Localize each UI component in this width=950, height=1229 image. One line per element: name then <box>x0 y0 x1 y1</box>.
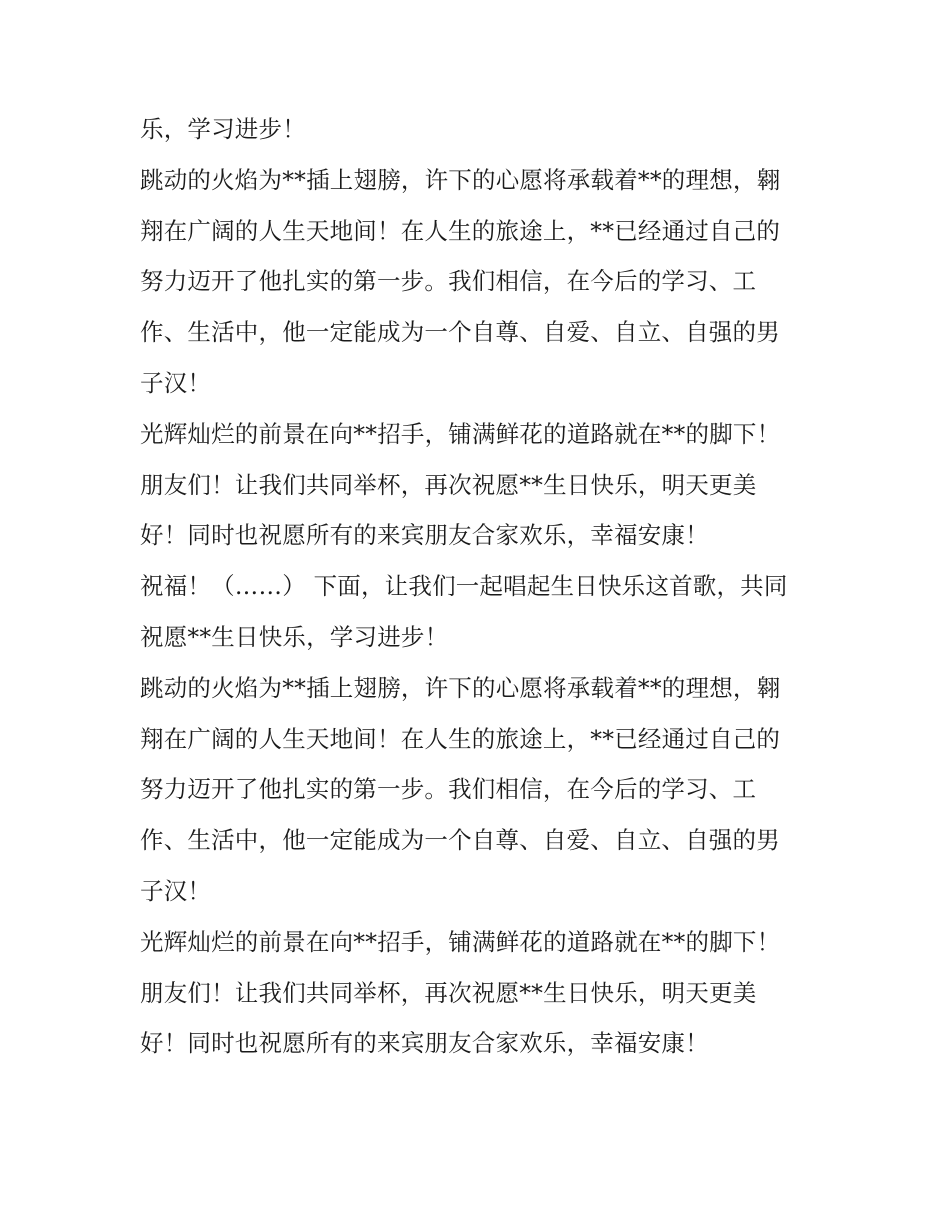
text-line: 子汉！ <box>140 876 212 905</box>
text-line: 好！同时也祝愿所有的来宾朋友合家欢乐，幸福安康！ <box>140 521 709 550</box>
text-line: 朋友们！让我们共同举杯，再次祝愿**生日快乐，明天更美 <box>140 978 757 1007</box>
text-line: 光辉灿烂的前景在向**招手，铺满鲜花的道路就在**的脚下！ <box>140 927 781 956</box>
text-line: 乐，学习进步！ <box>140 115 306 143</box>
text-line: 努力迈开了他扎实的第一步。我们相信，在今后的学习、工 <box>140 267 757 296</box>
text-line: 作、生活中，他一定能成为一个自尊、自爱、自立、自强的男 <box>140 318 780 347</box>
text-line: 朋友们！让我们共同举杯，再次祝愿**生日快乐，明天更美 <box>140 470 757 499</box>
text-line: 子汉！ <box>140 368 212 397</box>
text-line: 努力迈开了他扎实的第一步。我们相信，在今后的学习、工 <box>140 775 757 804</box>
text-line: 翔在广阔的人生天地间！在人生的旅途上，**已经通过自己的 <box>140 724 781 753</box>
text-line: 跳动的火焰为**插上翅膀，许下的心愿将承载着**的理想，翱 <box>140 165 781 194</box>
text-line: 跳动的火焰为**插上翅膀，许下的心愿将承载着**的理想，翱 <box>140 673 781 702</box>
text-line: 祝愿**生日快乐，学习进步！ <box>140 622 449 651</box>
text-line: 祝福！（……） 下面，让我们一起唱起生日快乐这首歌，共同 <box>140 572 788 601</box>
document-body <box>140 104 820 1069</box>
text-line: 好！同时也祝愿所有的来宾朋友合家欢乐，幸福安康！ <box>140 1029 709 1058</box>
text-line: 光辉灿烂的前景在向**招手，铺满鲜花的道路就在**的脚下！ <box>140 419 781 448</box>
text-line: 翔在广阔的人生天地间！在人生的旅途上，**已经通过自己的 <box>140 216 781 245</box>
text-line: 作、生活中，他一定能成为一个自尊、自爱、自立、自强的男 <box>140 826 780 855</box>
